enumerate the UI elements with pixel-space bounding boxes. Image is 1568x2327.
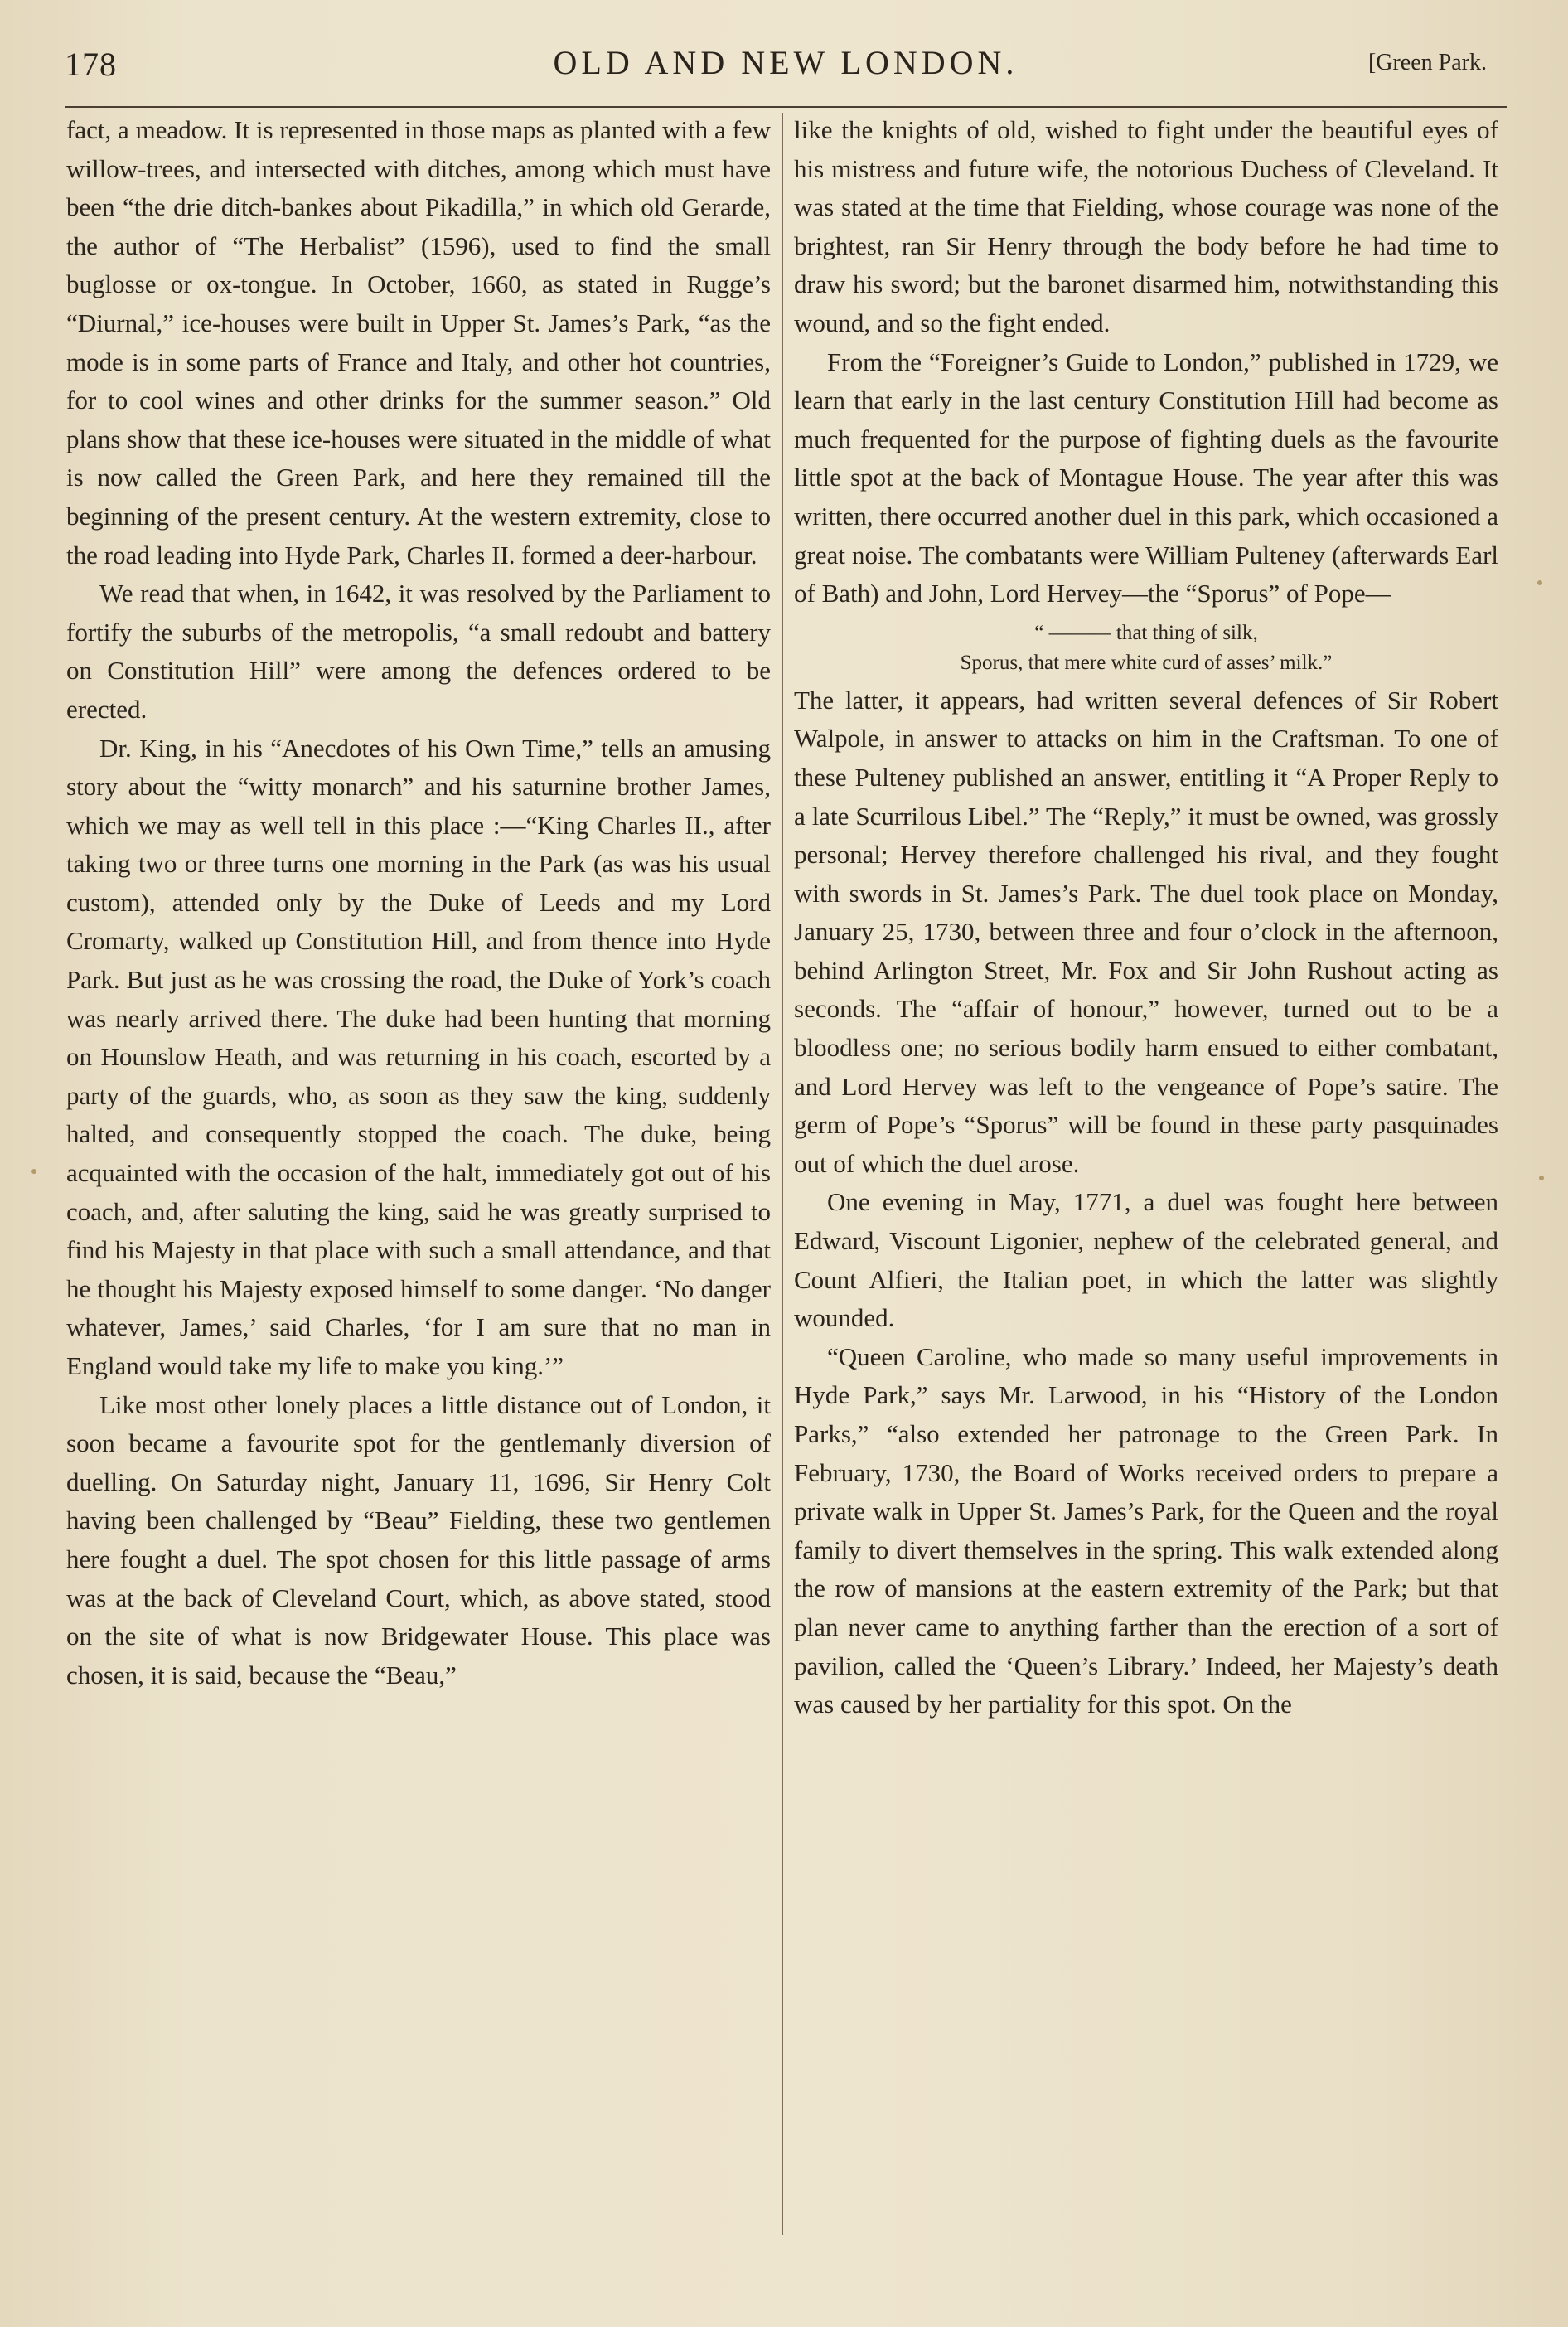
paragraph: fact, a meadow. It is represented in those maps as planted with a few willow-trees, and intersected with ditches, among which must have been “the drie ditch-bankes about Pikadilla,” in which old Gerarde, the author of “The Herbalist” (1596), used to find the small buglosse or ox-tongue. In October, 1660, as stated in Rugge’s “Diurnal,” ice-houses were built in Upper St. James’s Park, “as the mode is in some parts of France and Italy, and other hot countries, for to cool wines and other drinks for the summer season.” Old plans show that these ice-houses were situated in the middle of what is now called the Green Park, and here they remained till the beginning of the present century. At the western extremity, close to the road leading into Hyde Park, Charles II. formed a deer-harbour. <box>66 115 771 570</box>
verse-line: Sporus, that mere white curd of asses’ milk.” <box>960 651 1333 674</box>
right-column <box>794 111 1498 1724</box>
paragraph: “Queen Caroline, who made so many useful improvements in Hyde Park,” says Mr. Larwood, in his “History of the London Parks,” “also extended her patronage to the Green Park. In February, 1730, the Board of Works received orders to prepare a private walk in Upper St. James’s Park, for the Queen and the royal family to divert themselves in the spring. This walk extended along the row of mansions at the eastern extremity of the Park; but that plan never came to anything farther than the erection of a sort of pavilion, called the ‘Queen’s Library.’ Indeed, her Majesty’s death was caused by her partiality for this spot. On the <box>794 1341 1498 1719</box>
paragraph: From the “Foreigner’s Guide to London,” published in 1729, we learn that early in the last century Constitution Hill had become as much frequented for the purpose of fighting duels as the favourite little spot at the back of Montague House. The year after this was written, there occurred another duel in this park, which occasioned a great noise. The combatants were William Pulteney (afterwards Earl of Bath) and John, Lord Hervey—the “Sporus” of Pope— <box>794 347 1498 608</box>
paragraph: The latter, it appears, had written several defences of Sir Robert Walpole, in answer to attacks on him in the Craftsman. To one of these Pulteney published an answer, entitling it “A Proper Reply to a late Scurrilous Libel.” The “Reply,” it must be owned, was grossly personal; Hervey therefore challenged his rival, and they fought with swords in St. James’s Park. The duel took place on Monday, January 25, 1730, between three and four o’clock in the afternoon, behind Arlington Street, Mr. Fox and Sir John Rushout acting as seconds. The “affair of honour,” however, turned out to be a bloodless one; no serious bodily harm ensued to either combatant, and Lord Hervey was left to the vengeance of Pope’s satire. The germ of Pope’s “Sporus” will be found in these party pasquinades out of which the duel arose. <box>794 685 1498 1178</box>
verse-quote <box>794 613 1498 681</box>
paragraph: One evening in May, 1771, a duel was fought here between Edward, Viscount Ligonier, nephew of the celebrated general, and Count Alfieri, the Italian poet, in which the latter was slightly wounded. <box>794 1187 1498 1333</box>
paper-speck <box>1537 580 1542 585</box>
page-number: 178 <box>65 46 117 83</box>
running-title: OLD AND NEW LONDON. <box>553 44 1019 81</box>
paragraph: Dr. King, in his “Anecdotes of his Own Time,” tells an amusing story about the “witty monarch” and his saturnine brother James, which we may as well tell in this place :—“King Charles II., after taking two or three turns one morning in the Park (as was his usual custom), attended only by the Duke of Leeds and my Lord Cromarty, walked up Constitution Hill, and from thence into Hyde Park. But just as he was crossing the road, the Duke of York’s coach was nearly arrived there. The duke had been hunting that morning on Hounslow Heath, and was returning in his coach, escorted by a party of the guards, who, as soon as they saw the king, suddenly halted, and consequently stopped the coach. The duke, being acquainted with the occasion of the halt, immediately got out of his coach, and, after saluting the king, said he was greatly surprised to find his Majesty in that place with such a small attendance, and that he thought his Majesty exposed himself to some danger. ‘No danger whatever, James,’ said Charles, ‘for I am sure that no man in England would take my life to make you king.’” <box>66 733 771 1380</box>
paper-speck <box>1539 1176 1544 1180</box>
header-rule <box>65 106 1507 108</box>
page-header <box>65 40 1507 90</box>
paper-speck <box>31 1169 36 1174</box>
left-column <box>66 111 771 1694</box>
paragraph: like the knights of old, wished to fight under the beautiful eyes of his mistress and future wife, the notorious Duchess of Cleveland. It was stated at the time that Fielding, whose courage was none of the brightest, ran Sir Henry through the body before he had time to draw his sword; but the baronet disarmed him, notwithstanding this wound, and so the fight ended. <box>794 115 1498 337</box>
paragraph: We read that when, in 1642, it was resolved by the Parliament to fortify the suburbs of the metropolis, “a small redoubt and battery on Constitution Hill” were among the defences ordered to be erected. <box>66 579 771 724</box>
paragraph: Like most other lonely places a little distance out of London, it soon became a favourite spot for the gentlemanly diversion of duelling. On Saturday night, January 11, 1696, Sir Henry Colt having been challenged by “Beau” Fielding, these two gentlemen here fought a duel. The spot chosen for this little passage of arms was at the back of Cleveland Court, which, as above stated, stood on the site of what is now Bridgewater House. This place was chosen, it is said, because the “Beau,” <box>66 1389 771 1689</box>
section-tag: [Green Park. <box>1367 50 1487 75</box>
verse-line: “ ——— that thing of silk, <box>1034 621 1258 644</box>
column-divider <box>782 113 783 2235</box>
